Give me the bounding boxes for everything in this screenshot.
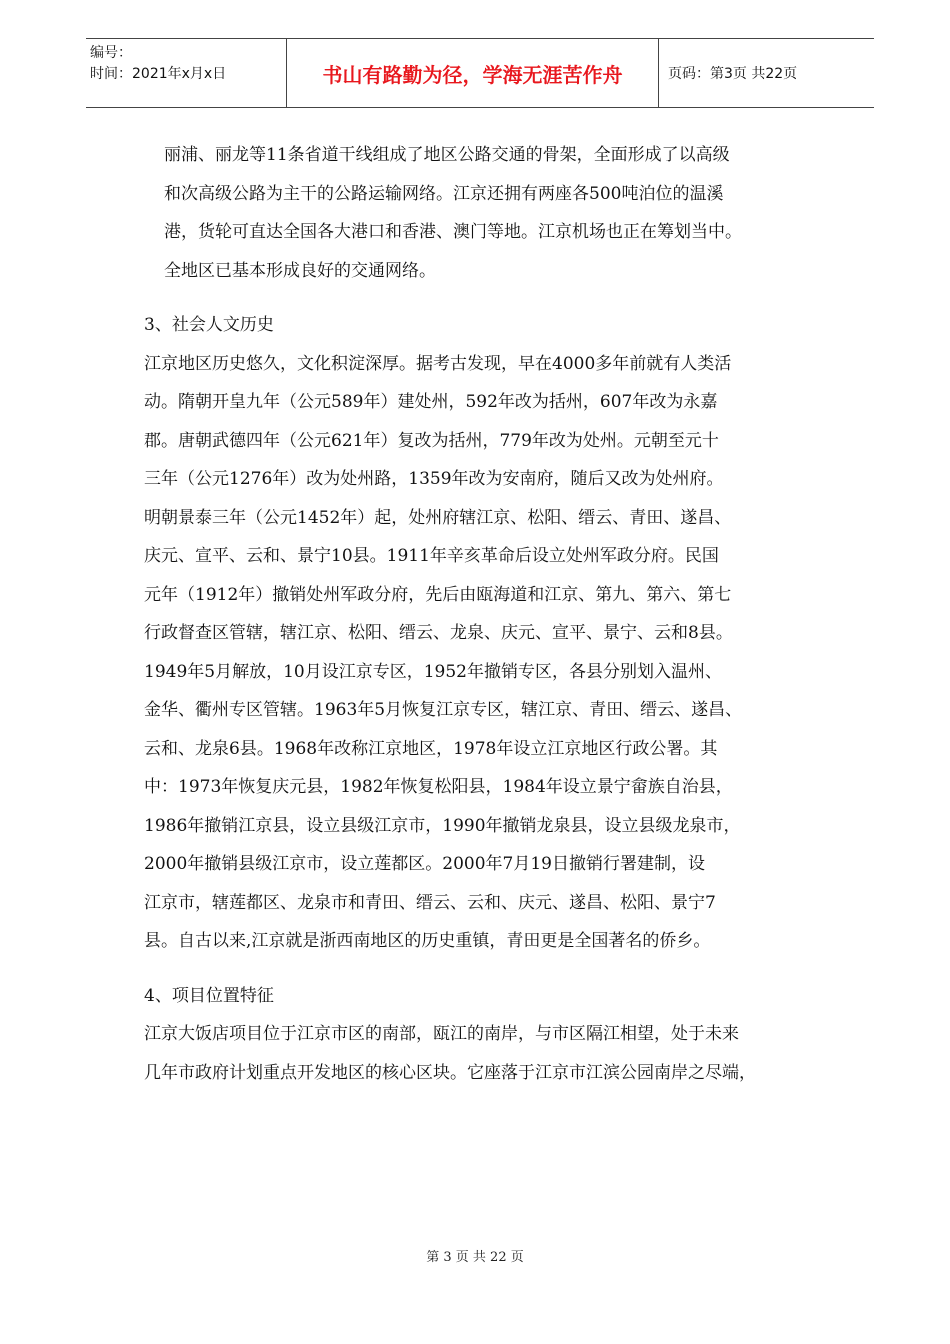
section-heading-3: 3、社会人文历史 [144,315,274,335]
paragraph-line: 云和、龙泉6县。1968年改称江京地区，1978年设立江京地区行政公署。其 [144,738,718,759]
section-heading-4: 4、项目位置特征 [144,985,274,1006]
section4-paragraph [144,1015,844,1092]
paragraph-line: 几年市政府计划重点开发地区的核心区块。它座落于江京市江滨公园南岸之尽端， [144,1062,756,1083]
paragraph-line: 江京地区历史悠久，文化积淀深厚。据考古发现，早在4000多年前就有人类活 [144,353,732,374]
paragraph-line: 三年（公元1276年）改为处州路，1359年改为安南府，随后又改为处州府。 [144,469,724,489]
header-page-info: 页码：第3页 共22页 [668,66,798,82]
section3-paragraph [144,345,844,961]
paragraph-line: 全地区已基本形成良好的交通网络。 [164,260,436,281]
header-motto: 书山有路勤为径，学海无涯苦作舟 [286,39,659,107]
page-footer: 第 3 页 共 22 页 [426,1250,524,1265]
intro-paragraph [144,136,844,290]
paragraph-line: 1949年5月解放，10月设江京专区，1952年撤销专区，各县分别划入温州、 [144,661,722,682]
paragraph-line: 港，货轮可直达全国各大港口和香港、澳门等地。江京机场也正在筹划当中。 [164,222,742,242]
paragraph-line: 行政督查区管辖，辖江京、松阳、缙云、龙泉、庆元、宣平、景宁、云和8县。 [144,623,733,643]
header-number-label: 编号： [90,45,132,61]
paragraph-line: 1986年撤销江京县，设立县级江京市，1990年撤销龙泉县，设立县级龙泉市， [144,815,741,836]
paragraph-line: 明朝景泰三年（公元1452年）起，处州府辖江京、松阳、缙云、青田、遂昌、 [144,507,732,528]
paragraph-line: 和次高级公路为主干的公路运输网络。江京还拥有两座各500吨泊位的温溪 [164,183,724,204]
header-meta [86,39,286,107]
paragraph-line: 元年（1912年）撤销处州军政分府，先后由瓯海道和江京、第九、第六、第七 [144,584,732,605]
paragraph-line: 2000年撤销县级江京市，设立莲都区。2000年7月19日撤销行署建制，设 [144,854,705,874]
paragraph-line: 江京大饭店项目位于江京市区的南部，瓯江的南岸，与市区隔江相望，处于未来 [144,1024,739,1044]
paragraph-line: 县。自古以来,江京就是浙西南地区的历史重镇，青田更是全国著名的侨乡。 [144,931,711,951]
document-body [144,136,844,1092]
paragraph-line: 动。隋朝开皇九年（公元589年）建处州，592年改为括州，607年改为永嘉 [144,392,718,412]
page-header [86,38,874,108]
paragraph-line: 郡。唐朝武德四年（公元621年）复改为括州，779年改为处州。元朝至元十 [144,430,719,451]
paragraph-line: 金华、衢州专区管辖。1963年5月恢复江京专区，辖江京、青田、缙云、遂昌、 [144,700,743,720]
paragraph-line: 中：1973年恢复庆元县，1982年恢复松阳县，1984年设立景宁畲族自治县， [144,777,733,797]
paragraph-line: 丽浦、丽龙等11条省道干线组成了地区公路交通的骨架，全面形成了以高级 [164,145,730,165]
header-date-label: 时间：2021年x月x日 [90,66,227,82]
paragraph-line: 江京市，辖莲都区、龙泉市和青田、缙云、云和、庆元、遂昌、松阳、景宁7 [144,892,716,913]
paragraph-line: 庆元、宣平、云和、景宁10县。1911年辛亥革命后设立处州军政分府。民国 [144,546,719,566]
